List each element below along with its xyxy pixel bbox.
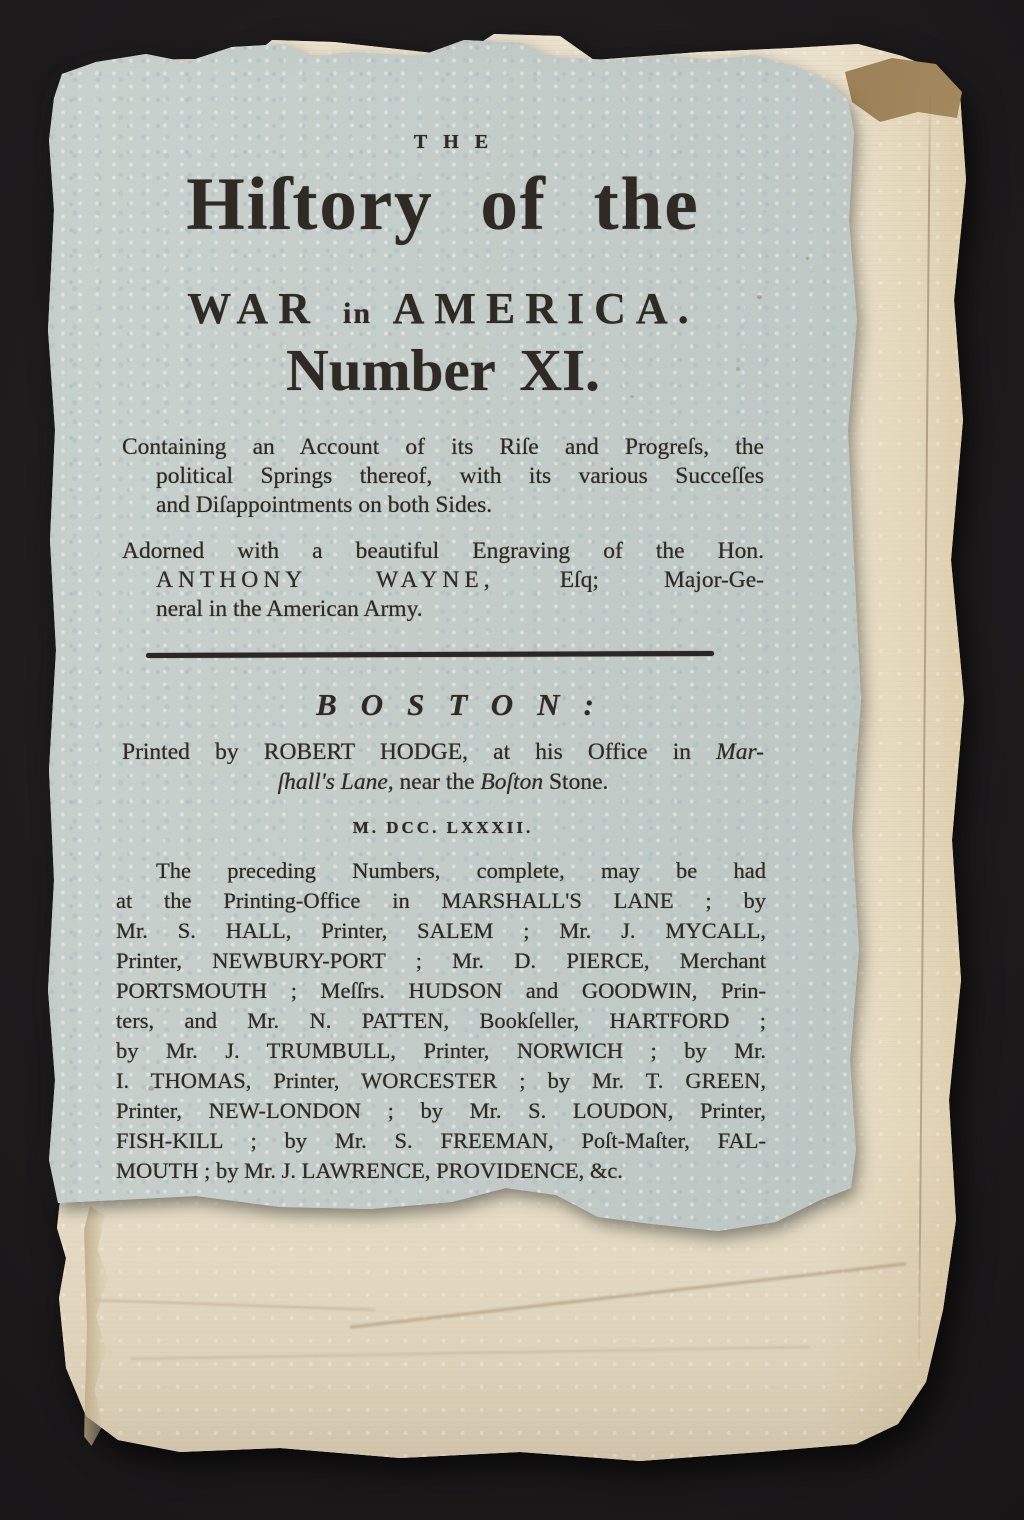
engraving-line (122, 566, 764, 595)
printers-rule (146, 651, 714, 658)
availability-line: PORTSMOUTH ; Meſſrs. HUDSON and GOODWIN, Prin- (116, 978, 766, 1003)
imprint-city: BOSTON: (316, 687, 618, 722)
engraving-line: Adorned with a beautiful Engraving of the Hon. (122, 538, 764, 564)
imprint-street-part: Mar- (716, 739, 764, 765)
availability-line: Printer, NEWBURY-PORT ; Mr. D. PIERCE, Merchant (116, 948, 766, 973)
contents-summary (122, 433, 764, 520)
imprint-near: near the (399, 769, 475, 795)
availability-line: I. THOMAS, Printer, WORCESTER ; by Mr. T. GREEN, (116, 1068, 766, 1093)
imprint-street: ſhall's Lane, (277, 769, 394, 795)
availability-line: ters, and Mr. N. PATTEN, Bookſeller, HARTFORD ; (116, 1008, 766, 1033)
availability-line: Mr. S. HALL, Printer, SALEM ; Mr. J. MYCALL, (116, 918, 766, 943)
imprint-printer: Printed by ROBERT HODGE, at his Office in (122, 739, 691, 765)
imprint-line (122, 767, 764, 797)
issue-number: Number XI. (286, 337, 600, 403)
availability-notice (116, 856, 766, 1186)
subtitle-war-in-america (122, 284, 764, 333)
engraving-note (122, 537, 764, 624)
imprint-year: M. DCC. LXXXII. (352, 818, 534, 837)
subtitle-word-in: in (342, 297, 373, 330)
imprint-stone: Stone. (548, 769, 609, 795)
engraving-line-rest: Eſq; Major-Ge- (559, 567, 764, 593)
half-title-the: THE (413, 131, 505, 153)
availability-line: by Mr. J. TRUMBULL, Printer, NORWICH ; by Mr. (116, 1038, 766, 1063)
availability-line: at the Printing-Office in MARSHALL'S LANE ; by (116, 888, 766, 913)
engraving-line: neral in the American Army. (156, 596, 423, 622)
engraving-name: ANTHONY WAYNE, (156, 567, 495, 593)
summary-line: and Diſappointments on both Sides. (156, 492, 493, 518)
imprint-line (122, 737, 764, 767)
main-title: Hiſtory of the (186, 163, 700, 246)
summary-line: Containing an Account of its Riſe and Progreſs, the (122, 434, 764, 460)
imprint (122, 737, 764, 797)
subtitle-word-america: AMERICA. (392, 284, 699, 333)
summary-line: political Springs thereof, with its various Succeſſes (156, 463, 764, 489)
availability-line: FISH-KILL ; by Mr. S. FREEMAN, Poſt-Maſter, FAL- (116, 1128, 766, 1153)
availability-line: Printer, NEW-LONDON ; by Mr. S. LOUDON, Printer, (116, 1098, 766, 1123)
availability-line: The preceding Numbers, complete, may be had (156, 858, 766, 883)
availability-line: MOUTH ; by Mr. J. LAWRENCE, PROVIDENCE, &c. (116, 1158, 623, 1183)
imprint-boston: Boſton (480, 769, 544, 795)
subtitle-word-war: WAR (187, 284, 320, 333)
